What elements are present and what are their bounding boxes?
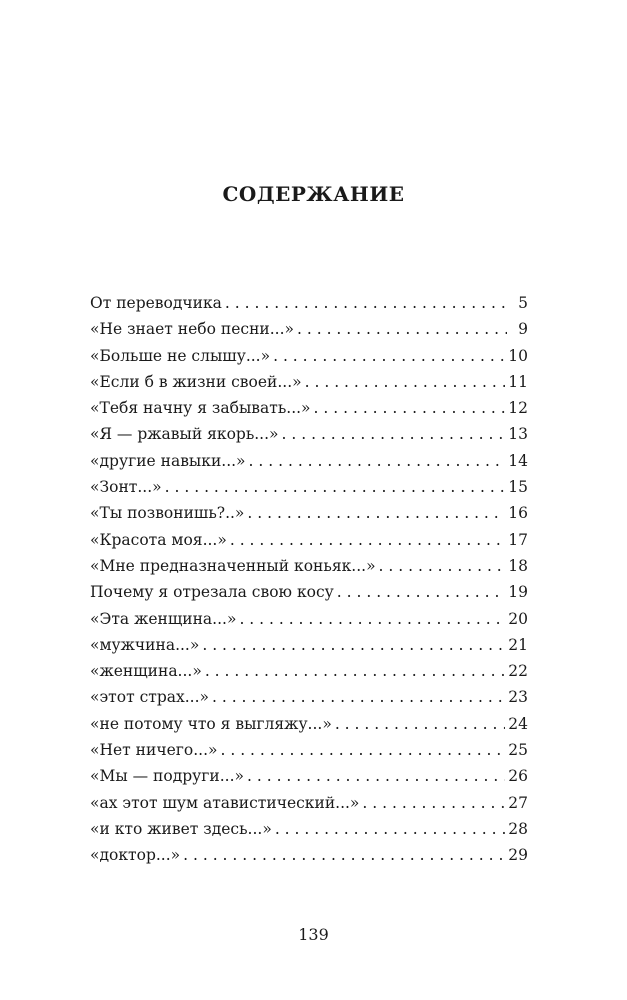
toc-dot-leader (379, 553, 506, 579)
toc-entry (90, 316, 528, 342)
toc-entry (90, 684, 528, 710)
toc-dot-leader (297, 316, 507, 342)
toc-entry-page: 25 (508, 741, 528, 760)
toc-dot-leader (282, 421, 506, 447)
toc-entry-page: 22 (508, 662, 528, 681)
toc-entry (90, 290, 528, 316)
toc-dot-leader (239, 606, 505, 632)
toc-entry-page: 24 (508, 714, 528, 733)
page-title: СОДЕРЖАНИЕ (222, 182, 405, 206)
toc-entry (90, 816, 528, 842)
toc-entry (90, 763, 528, 789)
toc-entry-page: 23 (508, 688, 528, 707)
toc-entry-title: От переводчика (90, 294, 222, 312)
toc-entry-title: Почему я отрезала свою косу (90, 583, 334, 602)
toc-entry-title: «Если б в жизни своей...» (90, 372, 302, 391)
toc-entry-title: «женщина...» (90, 662, 202, 681)
toc-entry-page: 9 (518, 320, 528, 339)
toc-entry-page: 13 (508, 425, 528, 444)
page-number: 139 (298, 925, 329, 944)
toc-entry-title: «мужчина...» (90, 635, 200, 654)
toc-entry-title: «ах этот шум атавистический...» (90, 793, 360, 812)
toc-entry-page: 28 (508, 819, 528, 838)
toc-entry (90, 579, 528, 605)
toc-entry (90, 553, 528, 579)
toc-dot-leader (220, 737, 505, 763)
toc-entry (90, 737, 528, 763)
toc-entry-page: 29 (508, 846, 528, 865)
table-of-contents (90, 290, 528, 869)
toc-entry-page: 27 (508, 793, 528, 812)
toc-dot-leader (249, 448, 506, 474)
toc-entry-page: 15 (508, 478, 528, 497)
toc-entry (90, 606, 528, 632)
toc-entry-page: 20 (508, 609, 528, 628)
toc-entry-page: 18 (508, 556, 528, 575)
toc-entry-title: «другие навыки...» (90, 451, 246, 470)
toc-entry-page: 5 (518, 294, 528, 312)
toc-entry (90, 421, 528, 447)
toc-entry (90, 500, 528, 526)
toc-entry (90, 658, 528, 684)
toc-dot-leader (337, 579, 505, 605)
toc-entry-title: «этот страх...» (90, 688, 209, 707)
toc-entry-page: 16 (508, 504, 528, 523)
toc-entry-page: 12 (508, 399, 528, 418)
toc-dot-leader (314, 395, 506, 421)
toc-entry-title: «Мы — подруги...» (90, 767, 245, 786)
toc-dot-leader (335, 711, 505, 737)
toc-entry (90, 343, 528, 369)
toc-entry-title: «Не знает небо песни...» (90, 320, 295, 339)
toc-dot-leader (247, 763, 505, 789)
toc-dot-leader (275, 816, 505, 842)
toc-entry-title: «Зонт...» (90, 478, 162, 497)
toc-dot-leader (202, 632, 505, 658)
toc-entry-title: «и кто живет здесь...» (90, 819, 272, 838)
toc-entry (90, 842, 528, 868)
toc-entry-page: 21 (508, 635, 528, 654)
toc-entry-title: «доктор...» (90, 846, 181, 865)
toc-entry-page: 17 (508, 530, 528, 549)
toc-entry-title: «Эта женщина...» (90, 609, 237, 628)
toc-dot-leader (183, 842, 505, 868)
toc-entry-title: «Я — ржавый якорь...» (90, 425, 279, 444)
toc-entry (90, 395, 528, 421)
toc-entry-page: 10 (508, 346, 528, 365)
toc-dot-leader (205, 658, 505, 684)
toc-entry (90, 632, 528, 658)
toc-dot-leader (230, 527, 505, 553)
toc-entry (90, 369, 528, 395)
toc-entry-title: «не потому что я выгляжу...» (90, 714, 332, 733)
toc-entry (90, 711, 528, 737)
toc-entry-page: 19 (508, 583, 528, 602)
toc-entry-title: «Тебя начну я забывать...» (90, 399, 311, 418)
toc-entry (90, 790, 528, 816)
toc-dot-leader (362, 790, 505, 816)
toc-dot-leader (247, 500, 505, 526)
toc-entry-page: 26 (508, 767, 528, 786)
toc-entry-title: «Ты позвонишь?..» (90, 504, 245, 523)
toc-entry-title: «Красота моя...» (90, 530, 227, 549)
toc-dot-leader (165, 474, 506, 500)
toc-entry (90, 448, 528, 474)
toc-entry-page: 11 (508, 372, 528, 391)
toc-entry (90, 474, 528, 500)
toc-dot-leader (273, 343, 505, 369)
toc-dot-leader (225, 290, 507, 316)
toc-entry-title: «Больше не слышу...» (90, 346, 271, 365)
toc-dot-leader (212, 684, 505, 710)
toc-entry (90, 527, 528, 553)
toc-dot-leader (305, 369, 506, 395)
toc-entry-title: «Нет ничего...» (90, 741, 218, 760)
toc-entry-page: 14 (508, 451, 528, 470)
toc-entry-title: «Мне предназначенный коньяк...» (90, 556, 376, 575)
